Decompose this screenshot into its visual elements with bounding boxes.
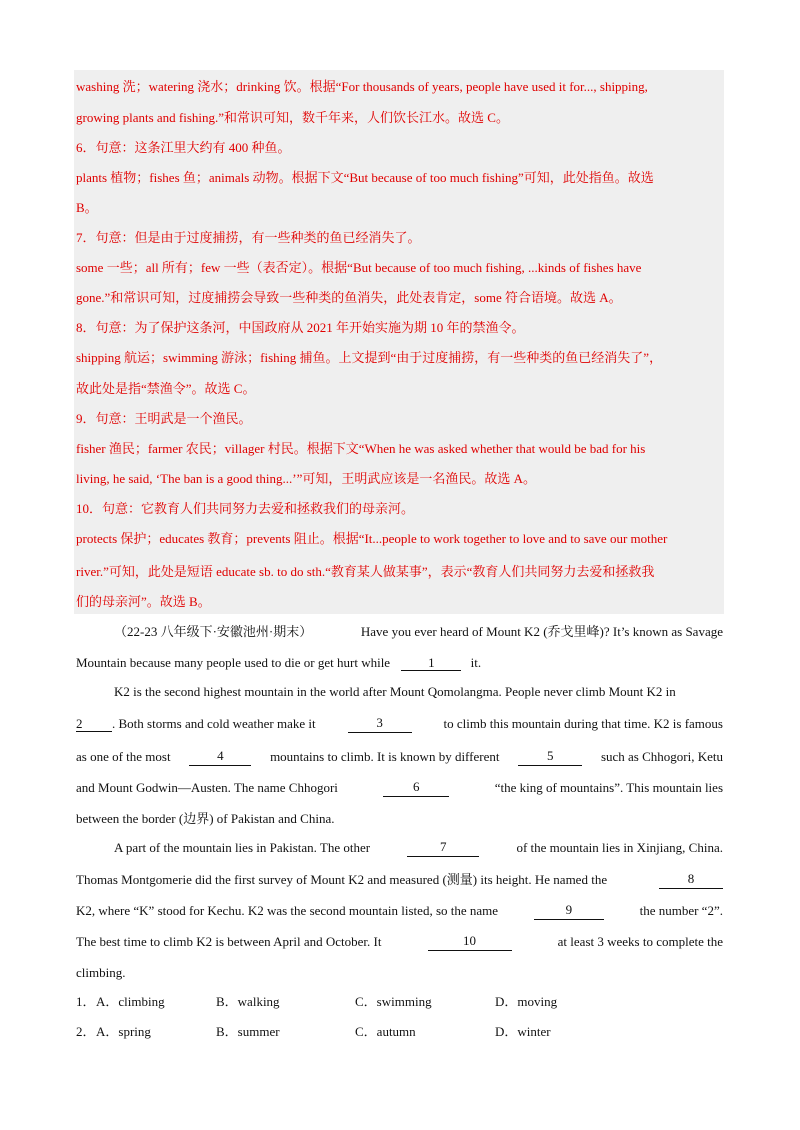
- option-b[interactable]: B．summer: [216, 1024, 280, 1039]
- question-number: 1．: [76, 994, 96, 1009]
- blank-3[interactable]: 3: [348, 715, 412, 733]
- option-b[interactable]: B．walking: [216, 994, 280, 1009]
- option-a[interactable]: A．spring: [96, 1024, 151, 1039]
- answer-line: 故此处是指“禁渔令”。故选 C。: [76, 381, 256, 396]
- answer-line: 10．句意：它教育人们共同努力去爱和拯救我们的母亲河。: [76, 501, 415, 516]
- blank-9[interactable]: 9: [534, 902, 604, 920]
- passage-line: （22-23 八年级下·安徽池州·期末） Have you ever heard of Mount K2 (乔戈里峰)? It’s known as Savage: [114, 624, 723, 639]
- blank-1[interactable]: 1: [401, 655, 461, 671]
- passage-line: climbing.: [76, 965, 126, 980]
- option-c[interactable]: C．swimming: [355, 994, 432, 1009]
- passage-line: 2 . Both storms and cold weather make it 3 to climb this mountain during that time. K2 is famous: [76, 715, 723, 731]
- answer-line: B。: [76, 200, 98, 215]
- blank-8[interactable]: 8: [659, 871, 723, 889]
- option-c[interactable]: C．autumn: [355, 1024, 416, 1039]
- passage-line: A part of the mountain lies in Pakistan. The other 7 of the mountain lies in Xinjiang, China.: [114, 839, 723, 855]
- passage-line: K2, where “K” stood for Kechu. K2 was the second mountain listed, so the name 9 the number “2”.: [76, 902, 723, 918]
- blank-7[interactable]: 7: [407, 839, 479, 857]
- answer-line: protects 保护；educates 教育；prevents 阻止。根据“It...people to work together to love and to save our mother: [76, 531, 668, 546]
- answer-line: river.”可知，此处是短语 educate sb. to do sth.“教育某人做某事”，表示“教育人们共同努力去爱和拯救我: [76, 564, 655, 579]
- blank-2[interactable]: 2: [76, 716, 112, 732]
- passage-line: K2 is the second highest mountain in the world after Mount Qomolangma. People never climb Mount K2 in: [114, 684, 676, 699]
- passage-line: Mountain because many people used to die or get hurt while 1 it.: [76, 655, 482, 670]
- answer-line: fisher 渔民；farmer 农民；villager 村民。根据下文“When he was asked whether that would be bad for his: [76, 441, 646, 456]
- source-label: （22-23 八年级下·安徽池州·期末）: [114, 624, 313, 639]
- answer-line: 8．句意：为了保护这条河，中国政府从 2021 年开始实施为期 10 年的禁渔令。: [76, 320, 525, 335]
- blank-10[interactable]: 10: [428, 933, 512, 951]
- answer-line: some 一些；all 所有；few 一些（表否定）。根据“But because of too much fishing, ...kinds of fishes have: [76, 260, 642, 275]
- answer-line: growing plants and fishing.”和常识可知，数千年来，人们饮长江水。故选 C。: [76, 110, 509, 125]
- answer-line: living, he said, ‘The ban is a good thing...’”可知，王明武应该是一名渔民。故选 A。: [76, 471, 537, 486]
- answer-line: 7．句意：但是由于过度捕捞，有一些种类的鱼已经消失了。: [76, 230, 421, 245]
- blank-6[interactable]: 6: [383, 779, 449, 797]
- answer-line: plants 植物；fishes 鱼；animals 动物。根据下文“But because of too much fishing”可知，此处指鱼。故选: [76, 170, 654, 185]
- answer-line: shipping 航运；swimming 游泳；fishing 捕鱼。上文提到“由于过度捕捞，有一些种类的鱼已经消失了”，: [76, 350, 663, 365]
- passage-line: between the border (边界) of Pakistan and China.: [76, 811, 335, 826]
- passage-line: Thomas Montgomerie did the first survey of Mount K2 and measured (测量) its height. He named the 8: [76, 871, 723, 889]
- option-d[interactable]: D．winter: [495, 1024, 551, 1039]
- blank-4[interactable]: 4: [189, 748, 251, 766]
- option-d[interactable]: D．moving: [495, 994, 558, 1009]
- passage-line: as one of the most 4 mountains to climb. It is known by different 5 such as Chhogori, Ketu: [76, 748, 723, 764]
- blank-5[interactable]: 5: [518, 748, 582, 766]
- answer-line: 6．句意：这条江里大约有 400 种鱼。: [76, 140, 291, 155]
- answer-line: 9．句意：王明武是一个渔民。: [76, 411, 252, 426]
- question-number: 2．: [76, 1024, 96, 1039]
- option-a[interactable]: A．climbing: [96, 994, 165, 1009]
- answer-line: washing 洗；watering 浇水；drinking 饮。根据“For thousands of years, people have used it for..., shipping,: [76, 79, 648, 94]
- passage-line: and Mount Godwin—Austen. The name Chhogori 6 “the king of mountains”. This mountain lies: [76, 779, 723, 795]
- passage-line: The best time to climb K2 is between April and October. It 10 at least 3 weeks to complete the: [76, 933, 723, 949]
- answer-line: gone.”和常识可知，过度捕捞会导致一些种类的鱼消失，此处表肯定，some 符合语境。故选 A。: [76, 290, 622, 305]
- answer-line: 们的母亲河”。故选 B。: [76, 594, 211, 609]
